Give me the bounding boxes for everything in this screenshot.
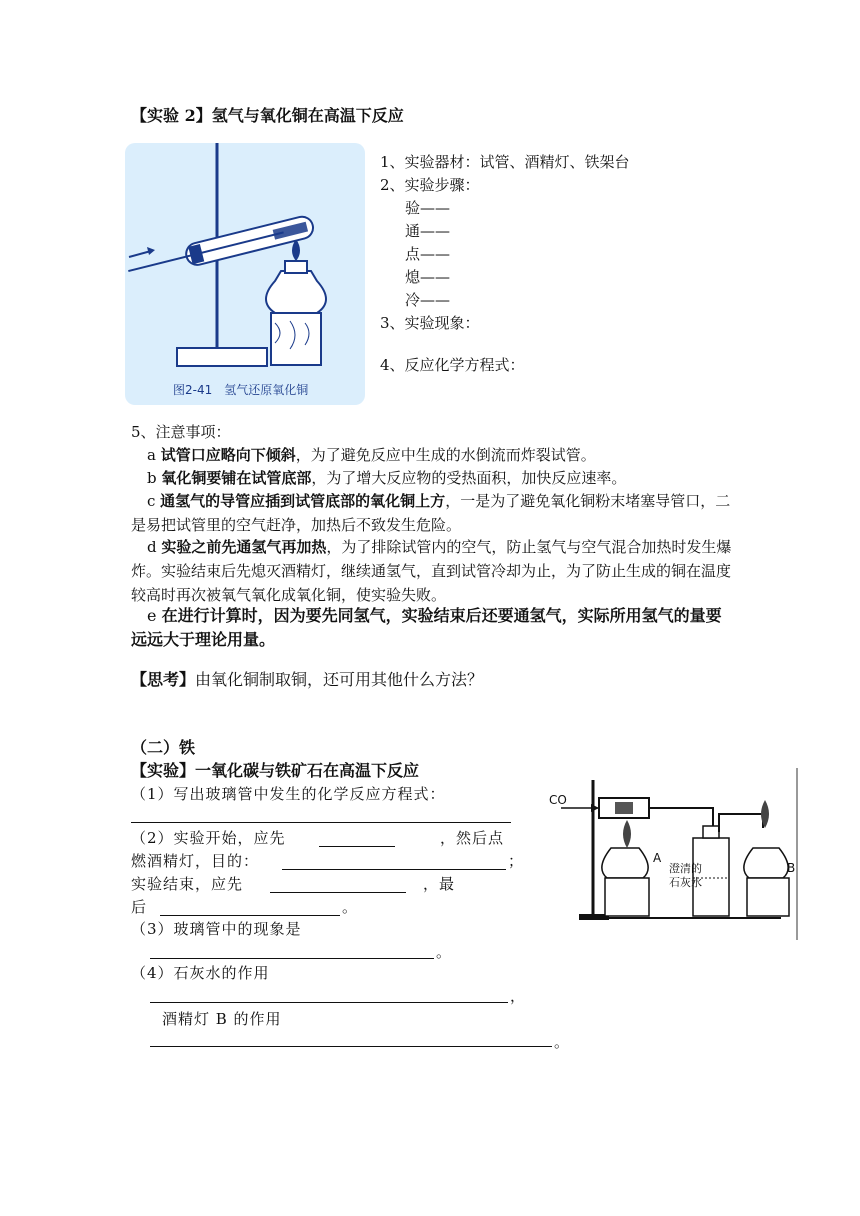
think-bracket: 【思考】 [131, 670, 196, 689]
note-b-rest: ，为了增大反应物的受热面积，加快反应速率。 [311, 469, 627, 487]
q2-text-b: ，然后点 [440, 829, 505, 847]
lamp-b-label: B [787, 861, 796, 875]
q2-blank-first[interactable] [319, 846, 395, 847]
note-a-bold: 试管口应略向下倾斜 [160, 446, 296, 464]
q2-blank-last[interactable] [160, 915, 340, 916]
co-label: CO [549, 793, 567, 807]
co-reduction-figure [543, 768, 801, 940]
q3-answer-line[interactable] [150, 958, 434, 959]
notes-heading: 5、注意事项： [131, 423, 231, 441]
step-cool: 冷—— [405, 291, 451, 309]
q4-text: （4）石灰水的作用 [131, 964, 270, 982]
q2-blank-purpose[interactable] [282, 869, 506, 870]
limewater-label-1: 澄清的 [669, 862, 702, 875]
note-c-rest: ，一是为了避免氧化铜粉末堵塞导管口，二是易把试管里的空气赶净，加热后不致发生危险。 [131, 492, 731, 534]
lamp-a-label: A [653, 851, 662, 865]
think-text: 由氧化铜制取铜，还可用其他什么方法？ [195, 670, 484, 689]
note-d-prefix: d [147, 538, 162, 556]
exp2-title [131, 106, 404, 126]
exp2-title-bracket: 【实验 2】 [131, 106, 212, 125]
q4b-text: 酒精灯 B 的作用 [162, 1010, 282, 1028]
q1-text: （1）写出玻璃管中发生的化学反应方程式： [131, 785, 446, 803]
note-e-prefix: e [147, 606, 162, 625]
iron-exp-title [131, 761, 419, 781]
q2-text-e-end: 。 [342, 898, 358, 916]
q4b-answer-line[interactable] [150, 1046, 552, 1047]
note-d-bold: 实验之前先通氢气再加热 [161, 538, 327, 556]
note-b [131, 466, 733, 490]
note-b-bold: 氧化铜要铺在试管底部 [161, 469, 312, 487]
q2-text-c-end: ； [508, 852, 524, 870]
q2-text-c: 燃酒精灯，目的： [131, 852, 260, 870]
exp2-item-equation: 4、反应化学方程式： [380, 356, 525, 374]
q2-text-e: 后 [131, 898, 147, 916]
q2-text-d-end: ，最 [423, 875, 456, 893]
note-d-rest: ，为了排除试管内的空气，防止氢气与空气混合加热时发生爆炸。实验结束后先熄灭酒精灯，继续通氢气，直到试管冷却为止，为了防止生成的铜在温度较高时再次被氧气氧化成氧化铜，使实验失败。 [131, 538, 732, 604]
q3-text: （3）玻璃管中的现象是 [131, 920, 302, 938]
hydrogen-reduction-figure [125, 143, 365, 405]
iron-exp-text: 一氧化碳与铁矿石在高温下反应 [195, 761, 420, 780]
note-e [131, 604, 733, 652]
step-check: 验—— [405, 199, 451, 217]
note-c-prefix: c [147, 492, 161, 510]
step-pass: 通—— [405, 222, 451, 240]
co-apparatus-drawing [543, 768, 801, 940]
think-question [131, 670, 483, 690]
note-d [131, 535, 733, 607]
limewater-label-2: 石灰水 [669, 876, 702, 889]
q2-line1 [131, 828, 286, 848]
q2-text-d: 实验结束，应先 [131, 875, 244, 893]
q3-end: 。 [436, 943, 452, 961]
step-light: 点—— [405, 245, 451, 263]
note-c [131, 489, 733, 537]
step-extinguish: 熄—— [405, 268, 451, 286]
iron-heading: （二）铁 [131, 738, 196, 757]
note-e-bold: 在进行计算时，因为要先同氢气，实验结束后还要通氢气，实际所用氢气的量要远远大于理论用量。 [131, 606, 722, 649]
q4-answer-line[interactable] [150, 1002, 508, 1003]
note-a [131, 443, 733, 467]
q4-end: ， [510, 987, 526, 1005]
exp2-item-steps: 2、实验步骤： [380, 176, 480, 194]
q2-blank-end-first[interactable] [270, 892, 406, 893]
exp2-item-phenomenon: 3、实验现象： [380, 314, 480, 332]
note-a-rest: ，为了避免反应中生成的水倒流而炸裂试管。 [295, 446, 596, 464]
hydrogen-apparatus-drawing [125, 143, 365, 405]
q2-text-a: （2）实验开始，应先 [131, 829, 286, 847]
figure-caption: 图2-41 氢气还原氧化铜 [173, 383, 309, 397]
note-c-bold: 通氢气的导管应插到试管底部的氧化铜上方 [160, 492, 446, 510]
exp2-item-equipment: 1、实验器材：试管、酒精灯、铁架台 [380, 153, 630, 171]
q1-answer-line [131, 822, 511, 823]
iron-exp-bracket: 【实验】 [131, 761, 196, 780]
note-b-prefix: b [147, 469, 162, 487]
exp2-title-text: 氢气与氧化铜在高温下反应 [211, 106, 404, 125]
q4b-end: 。 [554, 1033, 570, 1051]
note-a-prefix: a [147, 446, 161, 464]
